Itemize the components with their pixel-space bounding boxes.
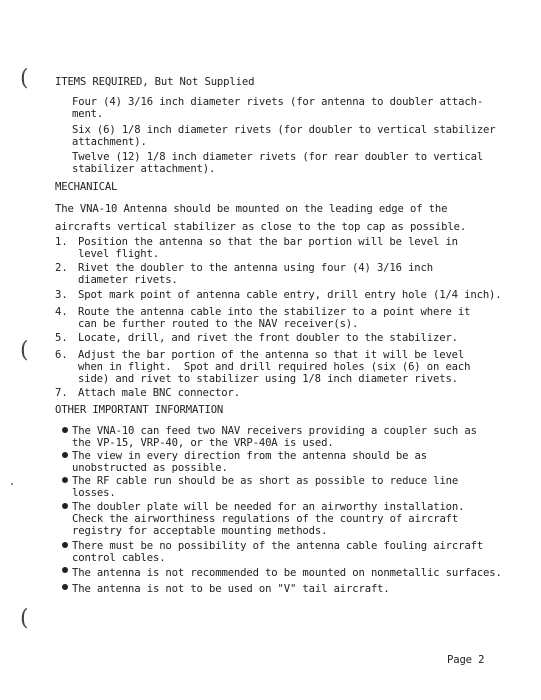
- bullet-6-line-1: The antenna is not recommended to be mounted on nonmetallic surfaces.: [72, 567, 502, 579]
- item-2-line-2: attachment).: [72, 136, 147, 148]
- mechanical-heading: MECHANICAL: [55, 181, 118, 193]
- binder-hole-mark-top: (: [20, 66, 29, 91]
- step-2-line-1: Rivet the doubler to the antenna using four (4) 3/16 inch: [78, 262, 433, 274]
- items-required-heading: ITEMS REQUIRED, But Not Supplied: [55, 76, 255, 88]
- bullet-3: [62, 477, 68, 483]
- step-2-number: 2.: [55, 262, 68, 274]
- bullet-7: [62, 584, 68, 590]
- step-1-number: 1.: [55, 236, 68, 248]
- bullet-5-line-2: control cables.: [72, 552, 166, 564]
- step-5-line-1: Locate, drill, and rivet the front doubler to the stabilizer.: [78, 332, 458, 344]
- step-3-number: 3.: [55, 289, 68, 301]
- step-6-line-2: when in flight. Spot and drill required holes (six (6) on each: [78, 361, 471, 373]
- step-5-number: 5.: [55, 332, 68, 344]
- scan-speck: [11, 483, 13, 485]
- item-1-line-1: Four (4) 3/16 inch diameter rivets (for antenna to doubler attach-: [72, 96, 484, 108]
- step-7-number: 7.: [55, 387, 68, 399]
- bullet-4: [62, 503, 68, 509]
- step-6-line-3: side) and rivet to stabilizer using 1/8 inch diameter rivets.: [78, 373, 458, 385]
- bullet-1: [62, 427, 68, 433]
- step-3-line-1: Spot mark point of antenna cable entry, drill entry hole (1/4 inch).: [78, 289, 502, 301]
- bullet-5-line-1: There must be no possibility of the antenna cable fouling aircraft: [72, 540, 484, 552]
- step-2-line-2: diameter rivets.: [78, 274, 178, 286]
- mechanical-intro-line-2: aircrafts vertical stabilizer as close to the top cap as possible.: [55, 221, 467, 233]
- bullet-1-line-1: The VNA-10 can feed two NAV receivers providing a coupler such as: [72, 425, 477, 437]
- bullet-1-line-2: the VP-15, VRP-40, or the VRP-40A is used.: [72, 437, 334, 449]
- step-4-line-2: can be further routed to the NAV receiver(s).: [78, 318, 359, 330]
- item-3-line-1: Twelve (12) 1/8 inch diameter rivets (for rear doubler to vertical: [72, 151, 484, 163]
- binder-hole-mark-middle: (: [20, 338, 29, 363]
- bullet-2-line-2: unobstructed as possible.: [72, 462, 228, 474]
- bullet-4-line-1: The doubler plate will be needed for an airworthy installation.: [72, 501, 465, 513]
- step-4-line-1: Route the antenna cable into the stabilizer to a point where it: [78, 306, 471, 318]
- mechanical-intro-line-1: The VNA-10 Antenna should be mounted on the leading edge of the: [55, 203, 448, 215]
- bullet-5: [62, 542, 68, 548]
- bullet-6: [62, 567, 68, 573]
- other-info-heading: OTHER IMPORTANT INFORMATION: [55, 404, 224, 416]
- bullet-3-line-2: losses.: [72, 487, 116, 499]
- item-3-line-2: stabilizer attachment).: [72, 163, 216, 175]
- bullet-2-line-1: The view in every direction from the antenna should be as: [72, 450, 427, 462]
- bullet-3-line-1: The RF cable run should be as short as possible to reduce line: [72, 475, 459, 487]
- item-1-line-2: ment.: [72, 108, 104, 120]
- step-1-line-2: level flight.: [78, 248, 159, 260]
- binder-hole-mark-bottom: (: [20, 606, 29, 631]
- item-2-line-1: Six (6) 1/8 inch diameter rivets (for doubler to vertical stabilizer: [72, 124, 496, 136]
- step-4-number: 4.: [55, 306, 68, 318]
- bullet-7-line-1: The antenna is not to be used on "V" tail aircraft.: [72, 583, 390, 595]
- step-6-number: 6.: [55, 349, 68, 361]
- step-1-line-1: Position the antenna so that the bar portion will be level in: [78, 236, 458, 248]
- bullet-4-line-3: registry for acceptable mounting methods.: [72, 525, 328, 537]
- page-number: Page 2: [447, 654, 485, 666]
- bullet-4-line-2: Check the airworthiness regulations of the country of aircraft: [72, 513, 459, 525]
- step-7-line-1: Attach male BNC connector.: [78, 387, 240, 399]
- bullet-2: [62, 452, 68, 458]
- step-6-line-1: Adjust the bar portion of the antenna so that it will be level: [78, 349, 465, 361]
